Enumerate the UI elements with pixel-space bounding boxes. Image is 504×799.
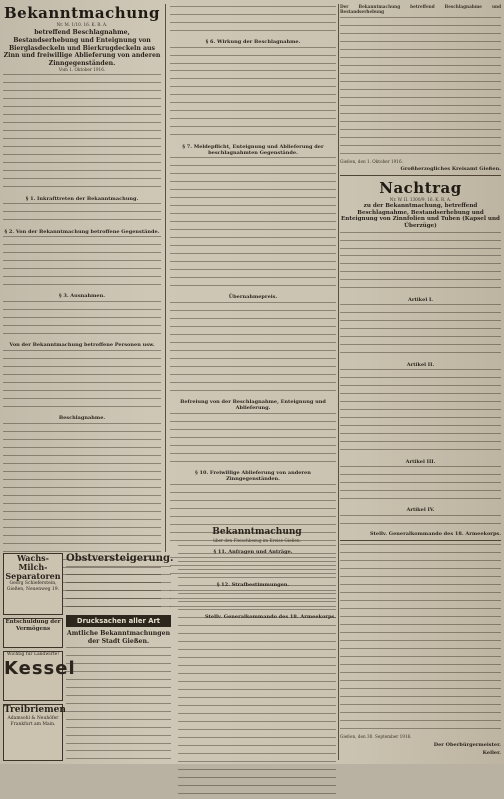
section-heading: Beschlagnahme. [58, 415, 106, 422]
section-heading: § 1. Inkrafttreten der Bekanntmachung. [25, 195, 139, 202]
column-divider [165, 4, 166, 552]
column-left [3, 4, 161, 552]
section-heading: § 11. Anfragen und Anträge. [213, 549, 293, 556]
advertisements [3, 553, 76, 760]
ad-separator: Wachs-Milch-Separatoren Georg Schieferstein, Gießen, Neuenweg 19. [3, 553, 63, 615]
signature: Der Oberbürgermeister. [433, 741, 501, 748]
section-heading: § 7. Meldepflicht, Enteignung und Ablieferung der beschlagnahmten Gegenstände. [182, 143, 324, 156]
section-heading: § 12. Strafbestimmungen. [216, 582, 290, 589]
notice-title: Bekanntmachung [3, 4, 160, 22]
signature-name: Keller. [482, 749, 501, 756]
article-heading: Artikel II. [406, 361, 435, 368]
print-ad-banner: Drucksachen aller Art [66, 615, 171, 627]
auction-title: Obstversteigerung. [66, 553, 174, 564]
signature: Stellv. Generalkommando des 18. Armeekorps. [370, 531, 501, 538]
section-heading: Von der Bekanntmachung betroffene Personen usw. [9, 342, 155, 349]
section-heading: § 2. Von der Bekanntmachung betroffene Gegenstände. [4, 228, 160, 235]
column-right [340, 4, 501, 760]
meat-notice-title: Bekanntmachung [212, 527, 302, 537]
section-heading: Befreiung von der Beschlagnahme, Enteignung und Ablieferung. [180, 399, 326, 412]
article-heading: Artikel IV. [406, 507, 435, 514]
supplement-title: Nachtrag [379, 179, 462, 198]
notice-headline: betreffend Beschlagnahme, Bestandserhebung und Enteignung von Bierglasdeckeln und Bierkrugdeckeln aus Zinn und freiwillige Ablieferung von anderen Zinngegenständen. [3, 29, 161, 67]
article-heading: Artikel I. [407, 296, 434, 303]
closing-date: Gießen, den 30. September 1916. [340, 734, 412, 740]
ad-kessel: Wichtig für Landwirte! Kessel [3, 651, 63, 701]
meat-notice-subtitle: über den Fleischbezug im Kreise Gießen. [213, 538, 301, 543]
notice-number: Nr. M. 1/10. 16. K. R. A. [56, 22, 108, 27]
body-text [3, 74, 161, 192]
official-notices-heading: Amtliche Bekanntmachungen der Stadt Gießen. [66, 629, 171, 645]
section-heading: Übernahmepreis. [228, 294, 278, 301]
middle-lower-block [66, 553, 174, 760]
section-heading: § 3. Ausnahmen. [58, 293, 105, 300]
supplement-headline: zu der Bekanntmachung, betreffend Beschlagnahme, Bestandserhebung und Enteignung von Zinnfolien und Tuben (Kapsel und Überzüge) [341, 202, 500, 230]
notice-heading: Der Bekanntmachung betreffend Beschlagnahme und Bestandserhebung [340, 4, 501, 15]
notice-date: Vom 1. Oktober 1916. [58, 67, 106, 73]
section-heading: § 10. Freiwillige Ablieferung von anderen Zinngegenständen. [195, 470, 311, 483]
ad-entschuldung: Entschuldung der Vermögens [3, 618, 63, 648]
signature: Großherzogliches Kreisamt Gießen. [400, 166, 501, 173]
section-heading: § 6. Wirkung der Beschlagnahme. [205, 38, 301, 45]
column-divider [338, 4, 339, 760]
article-heading: Artikel III. [405, 458, 436, 465]
publication-date: Gießen, den 1. Oktober 1916. [340, 158, 403, 164]
ad-treibriemen: Treibriemen Adamsohl & Neuhöfer Frankfurt am Main. [3, 704, 63, 761]
meat-notice [178, 527, 336, 760]
signature: Stellv. Generalkommando des 18. Armeekorps. [205, 613, 336, 620]
supplement-number: Nr. W. II. 1300/9. 16. K. R. A. [389, 197, 452, 203]
